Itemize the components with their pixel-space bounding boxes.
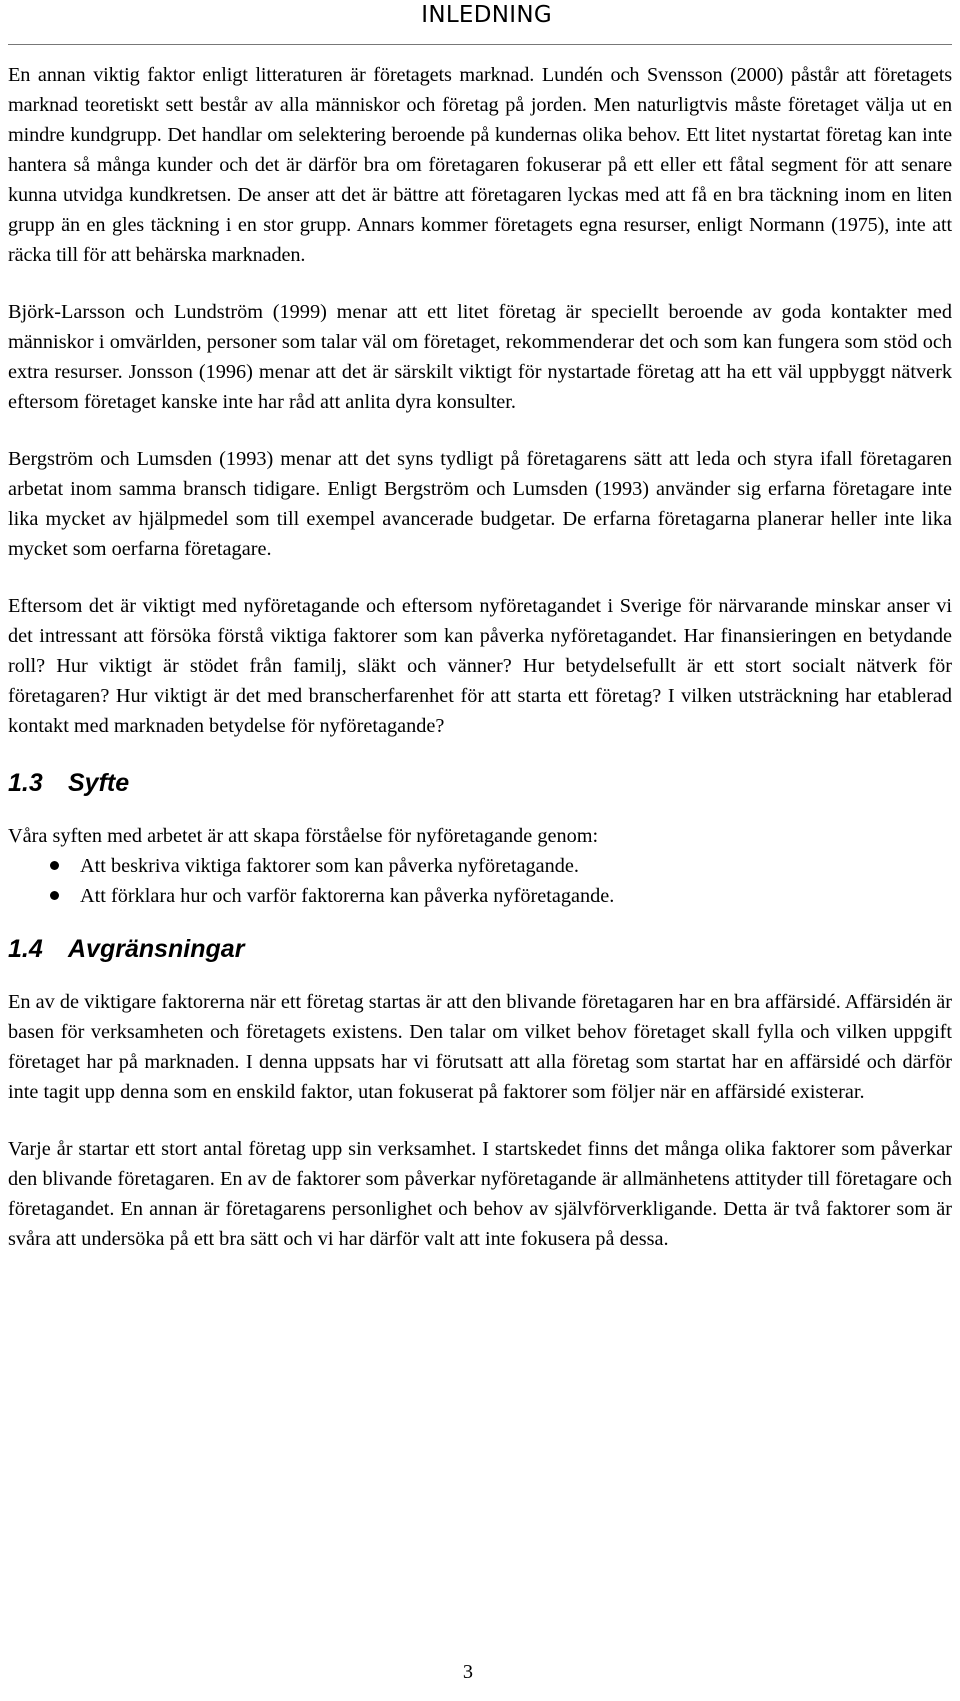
paragraph-contacts: Björk-Larsson och Lundström (1999) menar att ett litet företag är speciellt beroende av goda kontakter med människor i omvärlden, personer som talar väl om företaget, rekommenderar det och som kan fungera som stöd och extra resurser. Jonsson (1996) menar att det är särskilt viktigt för nystartade företag att ha ett väl uppbyggt nätverk eftersom företaget kanske inte har råd att anlita dyra konsulter. bbox=[8, 301, 952, 413]
list-item-text: Att förklara hur och varför faktorerna kan påverka nyföretagande. bbox=[80, 885, 615, 907]
purpose-intro: Våra syften med arbetet är att skapa förståelse för nyföretagande genom: bbox=[8, 825, 599, 847]
section-number: 1.3 bbox=[8, 769, 43, 797]
section-heading-syfte bbox=[8, 767, 952, 799]
purpose-list bbox=[8, 851, 952, 911]
paragraph-business-idea: En av de viktigare faktorerna när ett företag startas är att den blivande företagaren har en bra affärsidé. Affärsidén är basen för verksamheten och företagets existens. Den talar om vilket behov företaget skall fylla och vilken uppgift företaget har på marknaden. I denna uppsats har vi förutsatt att alla företag som startat har en affärsidé och därför inte tagit upp denna som en enskild faktor, utan fokuserat på faktorer som följer när en affärsidé existerar. bbox=[8, 991, 952, 1103]
document-body bbox=[8, 60, 952, 1254]
page-header bbox=[0, 0, 960, 48]
section-heading-avgransningar bbox=[8, 933, 952, 965]
paragraph-market: En annan viktig faktor enligt litteraturen är företagets marknad. Lundén och Svensson (2000) påstår att företagets marknad teoretiskt sett består av alla människor och företag på jorden. Men naturligtvis måste företaget välja ut en mindre kundgrupp. Det handlar om selektering beroende på kundernas olika behov. Ett litet nystartat företag kan inte hantera så många kunder och det är därför bra om företagaren fokuserar på ett eller ett fåtal segment för att senare kunna utvidga kundkretsen. De anser att det är bättre att företagaren lyckas med att få en bra täckning inom en liten grupp än en gles täckning i en stor grupp. Annars kommer företagets egna resurser, enligt Normann (1975), inte att räcka till för att behärska marknaden. bbox=[8, 64, 952, 266]
list-item-text: Att beskriva viktiga faktorer som kan påverka nyföretagande. bbox=[80, 855, 579, 877]
section-title: Avgränsningar bbox=[68, 935, 245, 963]
section-title: Syfte bbox=[68, 769, 130, 797]
header-rule bbox=[8, 44, 952, 45]
list-item bbox=[8, 881, 952, 911]
list-item bbox=[8, 851, 952, 881]
bullet-icon bbox=[50, 891, 59, 900]
paragraph-motivation: Eftersom det är viktigt med nyföretagande och eftersom nyföretagandet i Sverige för närvarande minskar anser vi det intressant att försöka förstå viktiga faktorer som kan påverka nyföretagandet. Har finansieringen en betydande roll? Hur viktigt är stödet från familj, släkt och vänner? Hur betydelsefullt är ett stort socialt nätverk för företagaren? Hur viktigt är det med branscherfarenhet för att starta ett företag? I vilken utsträckning har etablerad kontakt med marknaden betydelse för nyföretagande? bbox=[8, 595, 952, 737]
running-header-title: INLEDNING bbox=[421, 2, 552, 28]
paragraph-delimitation: Varje år startar ett stort antal företag upp sin verksamhet. I startskedet finns det många olika faktorer som påverkar den blivande företagaren. En av de faktorer som påverkar nyföretagande är allmänhetens attityder till företagare och företagandet. En annan är företagarens personlighet och behov av självförverkligande. Detta är två faktorer som är svåra att undersöka på ett bra sätt och vi har därför valt att inte fokusera på dessa. bbox=[8, 1138, 952, 1250]
paragraph-experience: Bergström och Lumsden (1993) menar att det syns tydligt på företagarens sätt att leda och styra ifall företagaren arbetat inom samma bransch tidigare. Enligt Bergström och Lumsden (1993) använder sig erfarna företagare inte lika mycket av hjälpmedel som till exempel avancerade budgetar. De erfarna företagarna planerar heller inte lika mycket som oerfarna företagare. bbox=[8, 448, 952, 560]
page-number: 3 bbox=[462, 1661, 474, 1683]
section-number: 1.4 bbox=[8, 935, 43, 963]
bullet-icon bbox=[50, 861, 59, 870]
